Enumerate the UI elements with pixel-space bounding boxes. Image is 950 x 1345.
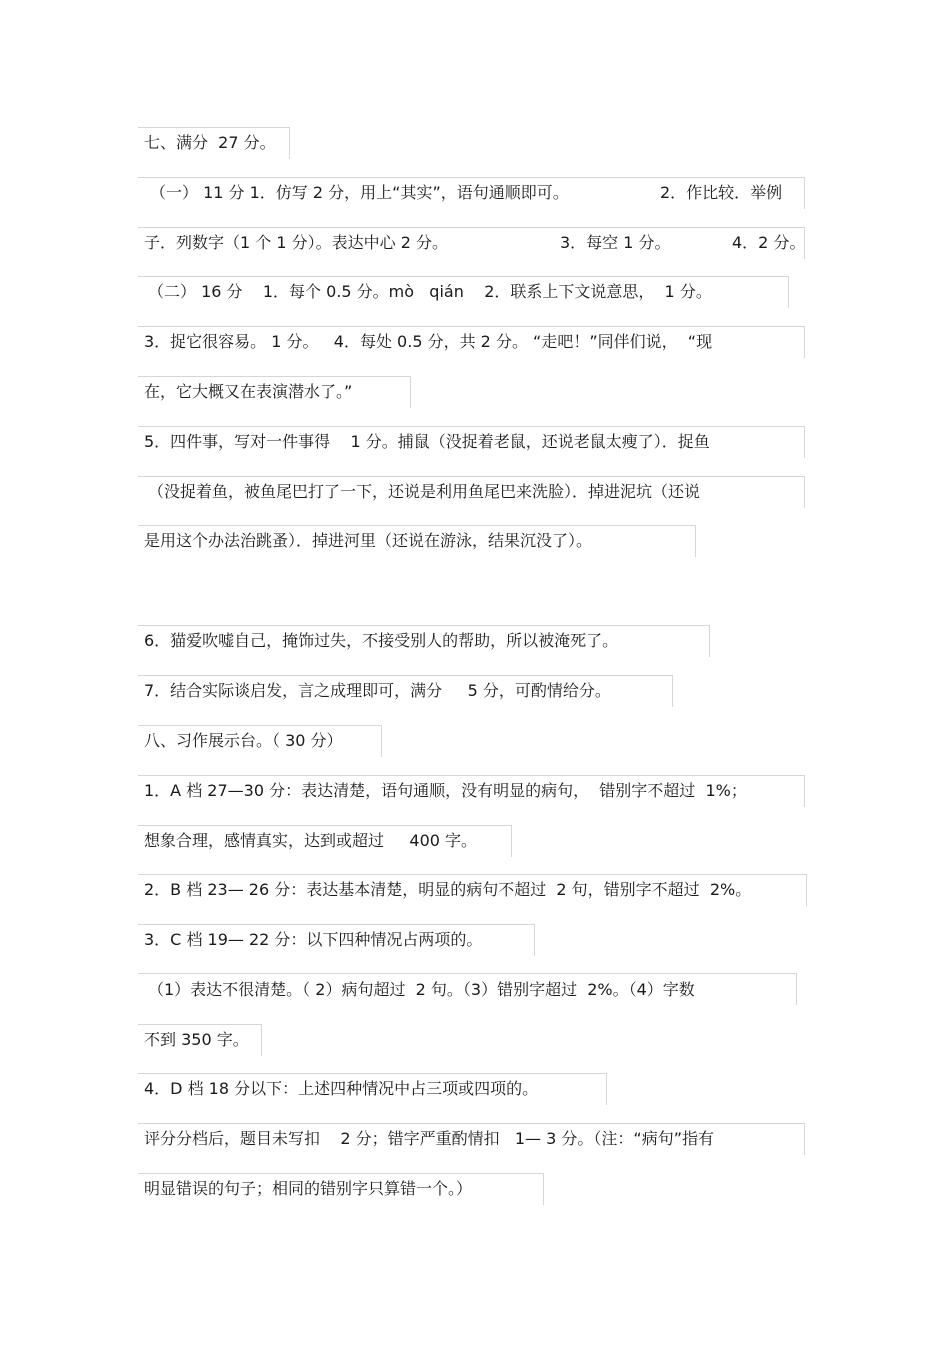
section-8-line-7: 4．D 档 18 分以下：上述四种情况中占三项或四项的。 [144,1079,539,1098]
section-8-line-9: 明显错误的句子；相同的错别字只算错一个。） [144,1179,473,1198]
section-7-line-9: 6．猫爱吹嘘自己，掩饰过失，不接受别人的帮助，所以被淹死了。 [144,631,619,650]
line-2-part-b: 3．每空 1 分。 [560,233,671,252]
section-8-line-8: 评分分档后，题目未写扣 2 分；错字严重酌情扣 1— 3 分。（注：“病句”指有 [144,1129,714,1148]
line-2-part-c: 4．2 分。 [732,233,806,252]
section-8-line-4: 3．C 档 19— 22 分：以下四种情况占两项的。 [144,930,483,949]
section-7-line-6: 5．四件事，写对一件事得 1 分。捕鼠（没捉着老鼠，还说老鼠太瘦了）．捉鱼 [144,432,710,451]
section-7-line-4: 3．捉它很容易。 1 分。 4．每处 0.5 分，共 2 分。 “走吧！”同伴们说， “现 [144,332,713,351]
section-8-title: 八、习作展示台。（ 30 分） [144,731,343,750]
section-7-title: 七、满分 27 分。 [144,133,276,152]
section-8-line-5: （1）表达不很清楚。（ 2）病句超过 2 句。（3）错别字超过 2%。（4）字数 [148,980,695,999]
section-7-line-2 [144,226,808,260]
section-7-line-8: 是用这个办法治跳蚤）．掉进河里（还说在游泳，结果沉没了）。 [144,531,593,550]
section-8-line-2: 想象合理，感情真实，达到或超过 400 字。 [144,831,478,850]
section-7-line-1 [144,176,804,210]
section-8-line-6: 不到 350 字。 [144,1030,249,1049]
line-2-part-a: 子．列数字（1 个 1 分）。表达中心 2 分。 [144,233,448,252]
section-7-line-10: 7．结合实际谈启发，言之成理即可，满分 5 分，可酌情给分。 [144,681,611,700]
section-7-line-5: 在，它大概又在表演潜水了。” [144,382,353,401]
section-7-line-3: （二） 16 分 1．每个 0.5 分。mò qián 2．联系上下文说意思， 1 分。 [148,282,712,301]
line-1-part-a: （一） 11 分 1．仿写 2 分，用上“其实”，语句通顺即可。 [150,183,569,202]
section-8-line-3: 2．B 档 23— 26 分：表达基本清楚，明显的病句不超过 2 句，错别字不超过 2%。 [144,880,752,899]
line-1-part-b: 2．作比较．举例 [660,183,783,202]
section-7-line-7: （没捉着鱼，被鱼尾巴打了一下，还说是利用鱼尾巴来洗脸）．掉进泥坑（还说 [148,482,701,501]
section-8-line-1: 1．A 档 27—30 分：表达清楚，语句通顺，没有明显的病句， 错别字不超过 1%； [144,781,747,800]
